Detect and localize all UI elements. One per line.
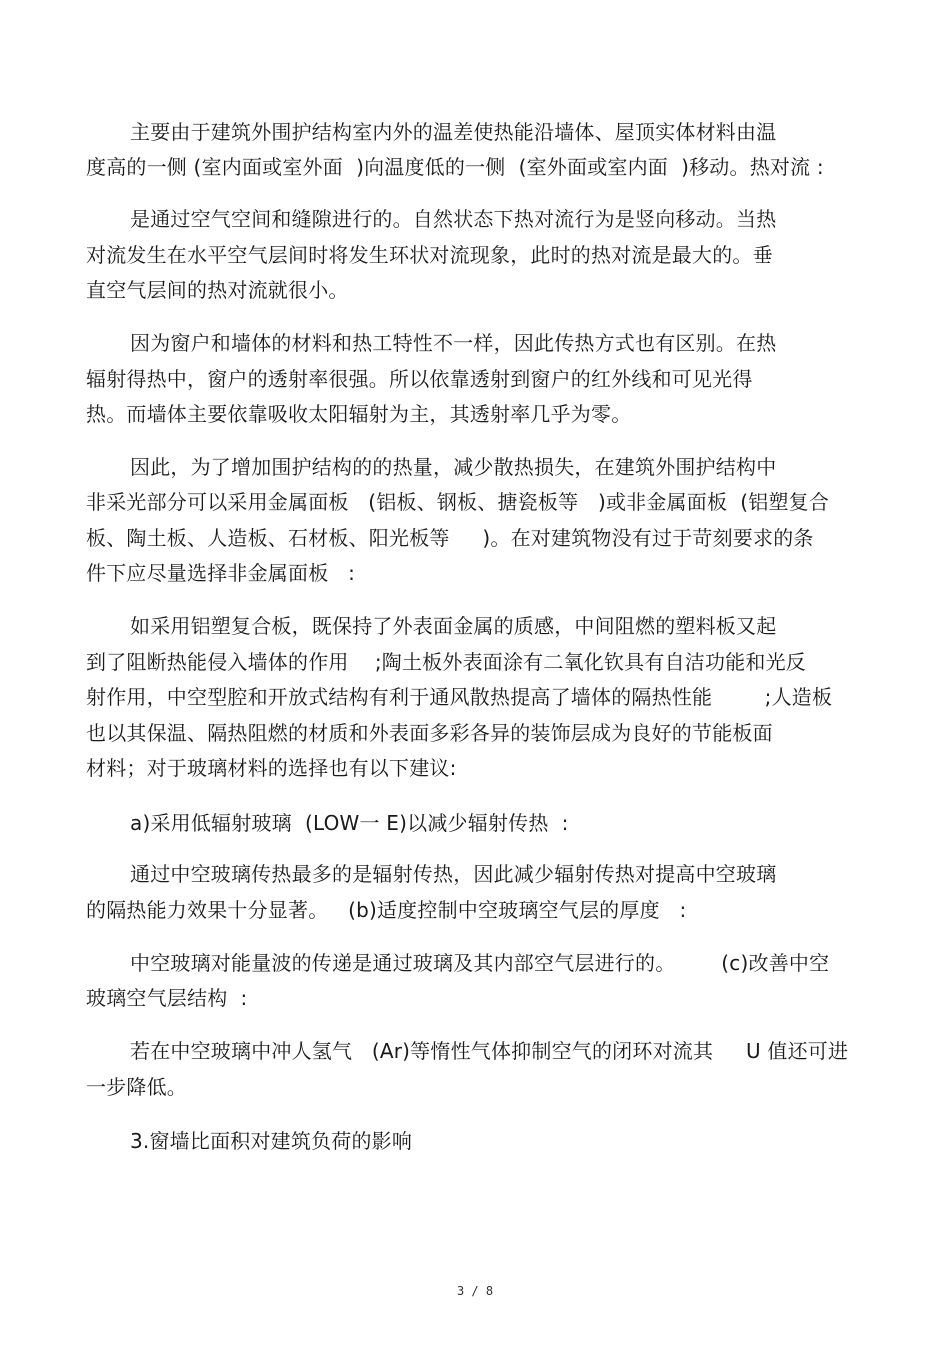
- paragraph-6-line-1: a)采用低辐射玻璃 (LOW一 E)以减少辐射传热 :: [130, 811, 569, 835]
- paragraph-4-line-3: 板、陶土板、人造板、石材板、阳光板等 )。在对建筑物没有过于苛刻要求的条: [86, 526, 814, 550]
- paragraph-5-line-3: 射作用，中空型腔和开放式结构有利于通风散热提高了墙体的隔热性能 ;人造板: [86, 685, 833, 709]
- page-number: 3 / 8: [456, 1284, 494, 1298]
- paragraph-5-line-2: 到了阻断热能侵入墙体的作用 ;陶土板外表面涂有二氧化钦具有自洁功能和光反: [86, 650, 806, 674]
- paragraph-1-line-1: 主要由于建筑外围护结构室内外的温差使热能沿墙体、屋顶实体材料由温: [130, 120, 777, 144]
- paragraph-4-line-4: 件下应尽量选择非金属面板 :: [86, 561, 356, 585]
- paragraph-9-line-2: 一步降低。: [86, 1075, 187, 1099]
- paragraph-2-line-3: 直空气层间的热对流就很小。: [86, 278, 349, 302]
- paragraph-4-line-2: 非采光部分可以采用金属面板 (铝板、钢板、搪瓷板等 )或非金属面板 (铝塑复合: [86, 490, 830, 514]
- paragraph-5-line-1: 如采用铝塑复合板，既保持了外表面金属的质感，中间阻燃的塑料板又起: [130, 614, 777, 638]
- paragraph-4-line-1: 因此，为了增加围护结构的的热量，减少散热损失，在建筑外围护结构中: [130, 455, 777, 479]
- paragraph-9-line-1: 若在中空玻璃中冲人氢气 (Ar)等惰性气体抑制空气的闭环对流其 U 值还可进: [130, 1039, 849, 1063]
- paragraph-5-line-4: 也以其保温、隔热阻燃的材质和外表面多彩各异的装饰层成为良好的节能板面: [86, 721, 773, 745]
- paragraph-8-line-2: 玻璃空气层结构 :: [86, 986, 248, 1010]
- section-heading: 3.窗墙比面积对建筑负荷的影响: [130, 1129, 413, 1153]
- paragraph-3-line-1: 因为窗户和墙体的材料和热工特性不一样，因此传热方式也有区别。在热: [130, 331, 777, 355]
- paragraph-8-line-1: 中空玻璃对能量波的传递是通过玻璃及其内部空气层进行的。 (c)改善中空: [130, 951, 830, 975]
- paragraph-7-line-1: 通过中空玻璃传热最多的是辐射传热，因此减少辐射传热对提高中空玻璃: [130, 862, 777, 886]
- paragraph-1-line-2: 度高的一侧 (室内面或室外面 )向温度低的一侧 (室外面或室内面 )移动。热对流 :: [86, 155, 824, 179]
- paragraph-3-line-2: 辐射得热中，窗户的透射率很强。所以依靠透射到窗户的红外线和可见光得: [86, 367, 753, 391]
- paragraph-3-line-3: 热。而墙体主要依靠吸收太阳辐射为主，其透射率几乎为零。: [86, 402, 632, 426]
- paragraph-2-line-1: 是通过空气空间和缝隙进行的。自然状态下热对流行为是竖向移动。当热: [130, 207, 777, 231]
- paragraph-2-line-2: 对流发生在水平空气层间时将发生环状对流现象，此时的热对流是最大的。垂: [86, 243, 773, 267]
- paragraph-5-line-5: 材料；对于玻璃材料的选择也有以下建议:: [86, 756, 457, 780]
- paragraph-7-line-2: 的隔热能力效果十分显著。 (b)适度控制中空玻璃空气层的厚度 :: [86, 898, 687, 922]
